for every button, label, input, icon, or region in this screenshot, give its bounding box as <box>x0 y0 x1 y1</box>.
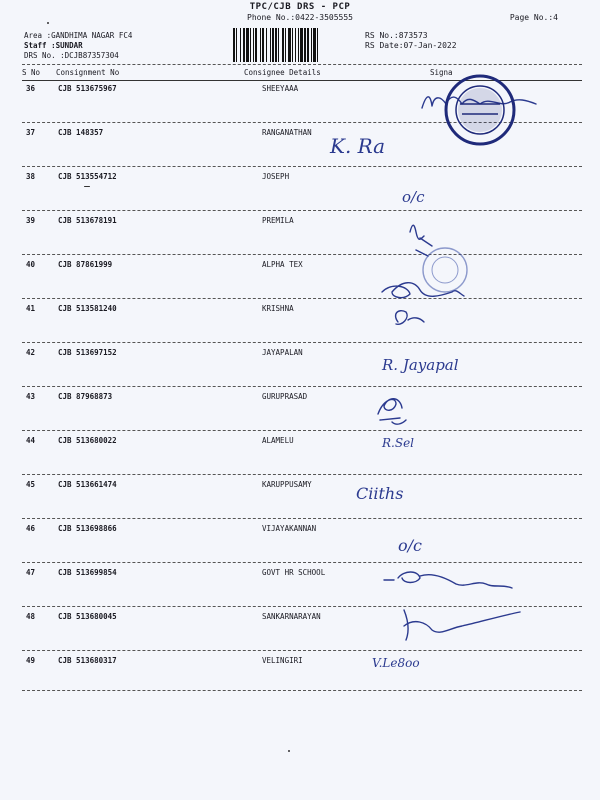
drs-number: DRS No. :DCJB87357304 <box>24 51 119 60</box>
sheet-title: TPC/CJB DRS - PCP <box>249 2 351 12</box>
phone-number: Phone No.:0422-3505555 <box>247 13 353 22</box>
row-consignee-name: ALAMELU <box>262 436 294 445</box>
row-consignment-number: CJB 148357 <box>58 128 104 137</box>
barcode-bar <box>278 28 279 62</box>
row-consignee-name: PREMILA <box>262 216 294 225</box>
barcode-bar <box>260 28 261 62</box>
handwritten-note: o/c <box>402 188 425 206</box>
barcode-bar <box>298 28 299 62</box>
row-consignment-number: CJB 513680045 <box>58 612 117 621</box>
row-divider <box>22 298 582 299</box>
barcode-bar <box>255 28 257 62</box>
table-row <box>0 656 600 700</box>
handwritten-note: Ciiths <box>356 484 404 503</box>
barcode-bar <box>275 28 277 62</box>
column-consignee: Consignee Details <box>244 68 321 77</box>
barcode-bar <box>253 28 254 62</box>
row-serial-number: 44 <box>26 436 36 445</box>
barcode <box>232 28 358 62</box>
row-serial-number: 39 <box>26 216 36 225</box>
column-signature: Signa <box>430 68 453 77</box>
barcode-bar <box>270 28 271 62</box>
row-consignment-number: CJB 513581240 <box>58 304 117 313</box>
row-divider <box>22 562 582 563</box>
row-consignee-name: SHEEYAAA <box>262 84 299 93</box>
speck <box>288 750 290 752</box>
handwritten-note: V.Le8oo <box>372 656 420 670</box>
row-divider <box>22 474 582 475</box>
row-serial-number: 49 <box>26 656 36 665</box>
row-consignee-name: KRISHNA <box>262 304 294 313</box>
speck <box>47 22 49 24</box>
barcode-bar <box>282 28 284 62</box>
row-consignment-number: CJB 513698866 <box>58 524 117 533</box>
row-consignee-name: VELINGIRI <box>262 656 303 665</box>
handwritten-note: R.Sel <box>382 436 415 450</box>
row-consignment-number: CJB 513675967 <box>58 84 117 93</box>
row-serial-number: 38 <box>26 172 36 181</box>
row-divider <box>22 606 582 607</box>
row-consignment-number: CJB 513678191 <box>58 216 117 225</box>
barcode-bar <box>243 28 245 62</box>
row-divider <box>22 210 582 211</box>
row-serial-number: 47 <box>26 568 36 577</box>
row-divider <box>22 166 582 167</box>
speck <box>84 186 90 187</box>
row-consignment-number: CJB 87968873 <box>58 392 113 401</box>
barcode-bar <box>288 28 291 62</box>
row-consignee-name: GURUPRASAD <box>262 392 308 401</box>
column-sno: S No <box>22 68 41 77</box>
row-divider <box>22 254 582 255</box>
row-serial-number: 37 <box>26 128 36 137</box>
row-consignee-name: KARUPPUSAMY <box>262 480 312 489</box>
row-divider <box>22 342 582 343</box>
column-consignment: Consignment No <box>56 68 120 77</box>
row-consignment-number: CJB 513699854 <box>58 568 117 577</box>
barcode-bar <box>240 28 241 62</box>
row-serial-number: 41 <box>26 304 36 313</box>
barcode-bar <box>300 28 303 62</box>
row-serial-number: 42 <box>26 348 36 357</box>
row-consignee-name: RANGANATHAN <box>262 128 312 137</box>
header-divider <box>22 64 582 65</box>
row-serial-number: 40 <box>26 260 36 269</box>
bottom-divider <box>22 690 582 691</box>
handwritten-note: o/c <box>398 536 422 555</box>
row-consignee-name: JOSEPH <box>262 172 290 181</box>
row-consignee-name: JAYAPALAN <box>262 348 303 357</box>
row-divider <box>22 518 582 519</box>
barcode-bar <box>313 28 316 62</box>
row-divider <box>22 122 582 123</box>
row-serial-number: 46 <box>26 524 36 533</box>
row-consignee-name: SANKARNARAYAN <box>262 612 321 621</box>
row-divider <box>22 430 582 431</box>
row-consignee-name: GOVT HR SCHOOL <box>262 568 326 577</box>
row-divider <box>22 650 582 651</box>
barcode-bar <box>295 28 296 62</box>
barcode-bar <box>236 28 237 62</box>
row-consignment-number: CJB 87861999 <box>58 260 113 269</box>
handwritten-note: K. Ra <box>330 134 386 158</box>
barcode-bar <box>285 28 286 62</box>
barcode-bar <box>307 28 309 62</box>
row-serial-number: 45 <box>26 480 36 489</box>
row-consignment-number: CJB 513661474 <box>58 480 117 489</box>
handwritten-note: R. Jayapal <box>382 356 459 374</box>
barcode-bar <box>304 28 306 62</box>
row-divider <box>22 386 582 387</box>
barcode-bar <box>292 28 293 62</box>
row-consignment-number: CJB 513680022 <box>58 436 117 445</box>
rs-date: RS Date:07-Jan-2022 <box>365 41 457 50</box>
row-serial-number: 48 <box>26 612 36 621</box>
rs-number: RS No.:873573 <box>365 31 428 40</box>
barcode-bar <box>246 28 249 62</box>
row-consignment-number: CJB 513680317 <box>58 656 117 665</box>
barcode-bar <box>266 28 267 62</box>
barcode-bar <box>311 28 312 62</box>
columns-divider <box>22 80 582 81</box>
row-consignee-name: VIJAYAKANNAN <box>262 524 317 533</box>
staff-label: Staff :SUNDAR <box>24 41 83 50</box>
barcode-bar <box>262 28 264 62</box>
row-serial-number: 43 <box>26 392 36 401</box>
row-serial-number: 36 <box>26 84 36 93</box>
barcode-bar <box>233 28 235 62</box>
row-consignee-name: ALPHA TEX <box>262 260 303 269</box>
barcode-bar <box>250 28 251 62</box>
page-number: Page No.:4 <box>509 13 558 22</box>
barcode-bar <box>317 28 318 62</box>
row-consignment-number: CJB 513697152 <box>58 348 117 357</box>
barcode-bar <box>272 28 274 62</box>
row-consignment-number: CJB 513554712 <box>58 172 117 181</box>
area-label: Area :GANDHIMA NAGAR FC4 <box>24 31 133 40</box>
